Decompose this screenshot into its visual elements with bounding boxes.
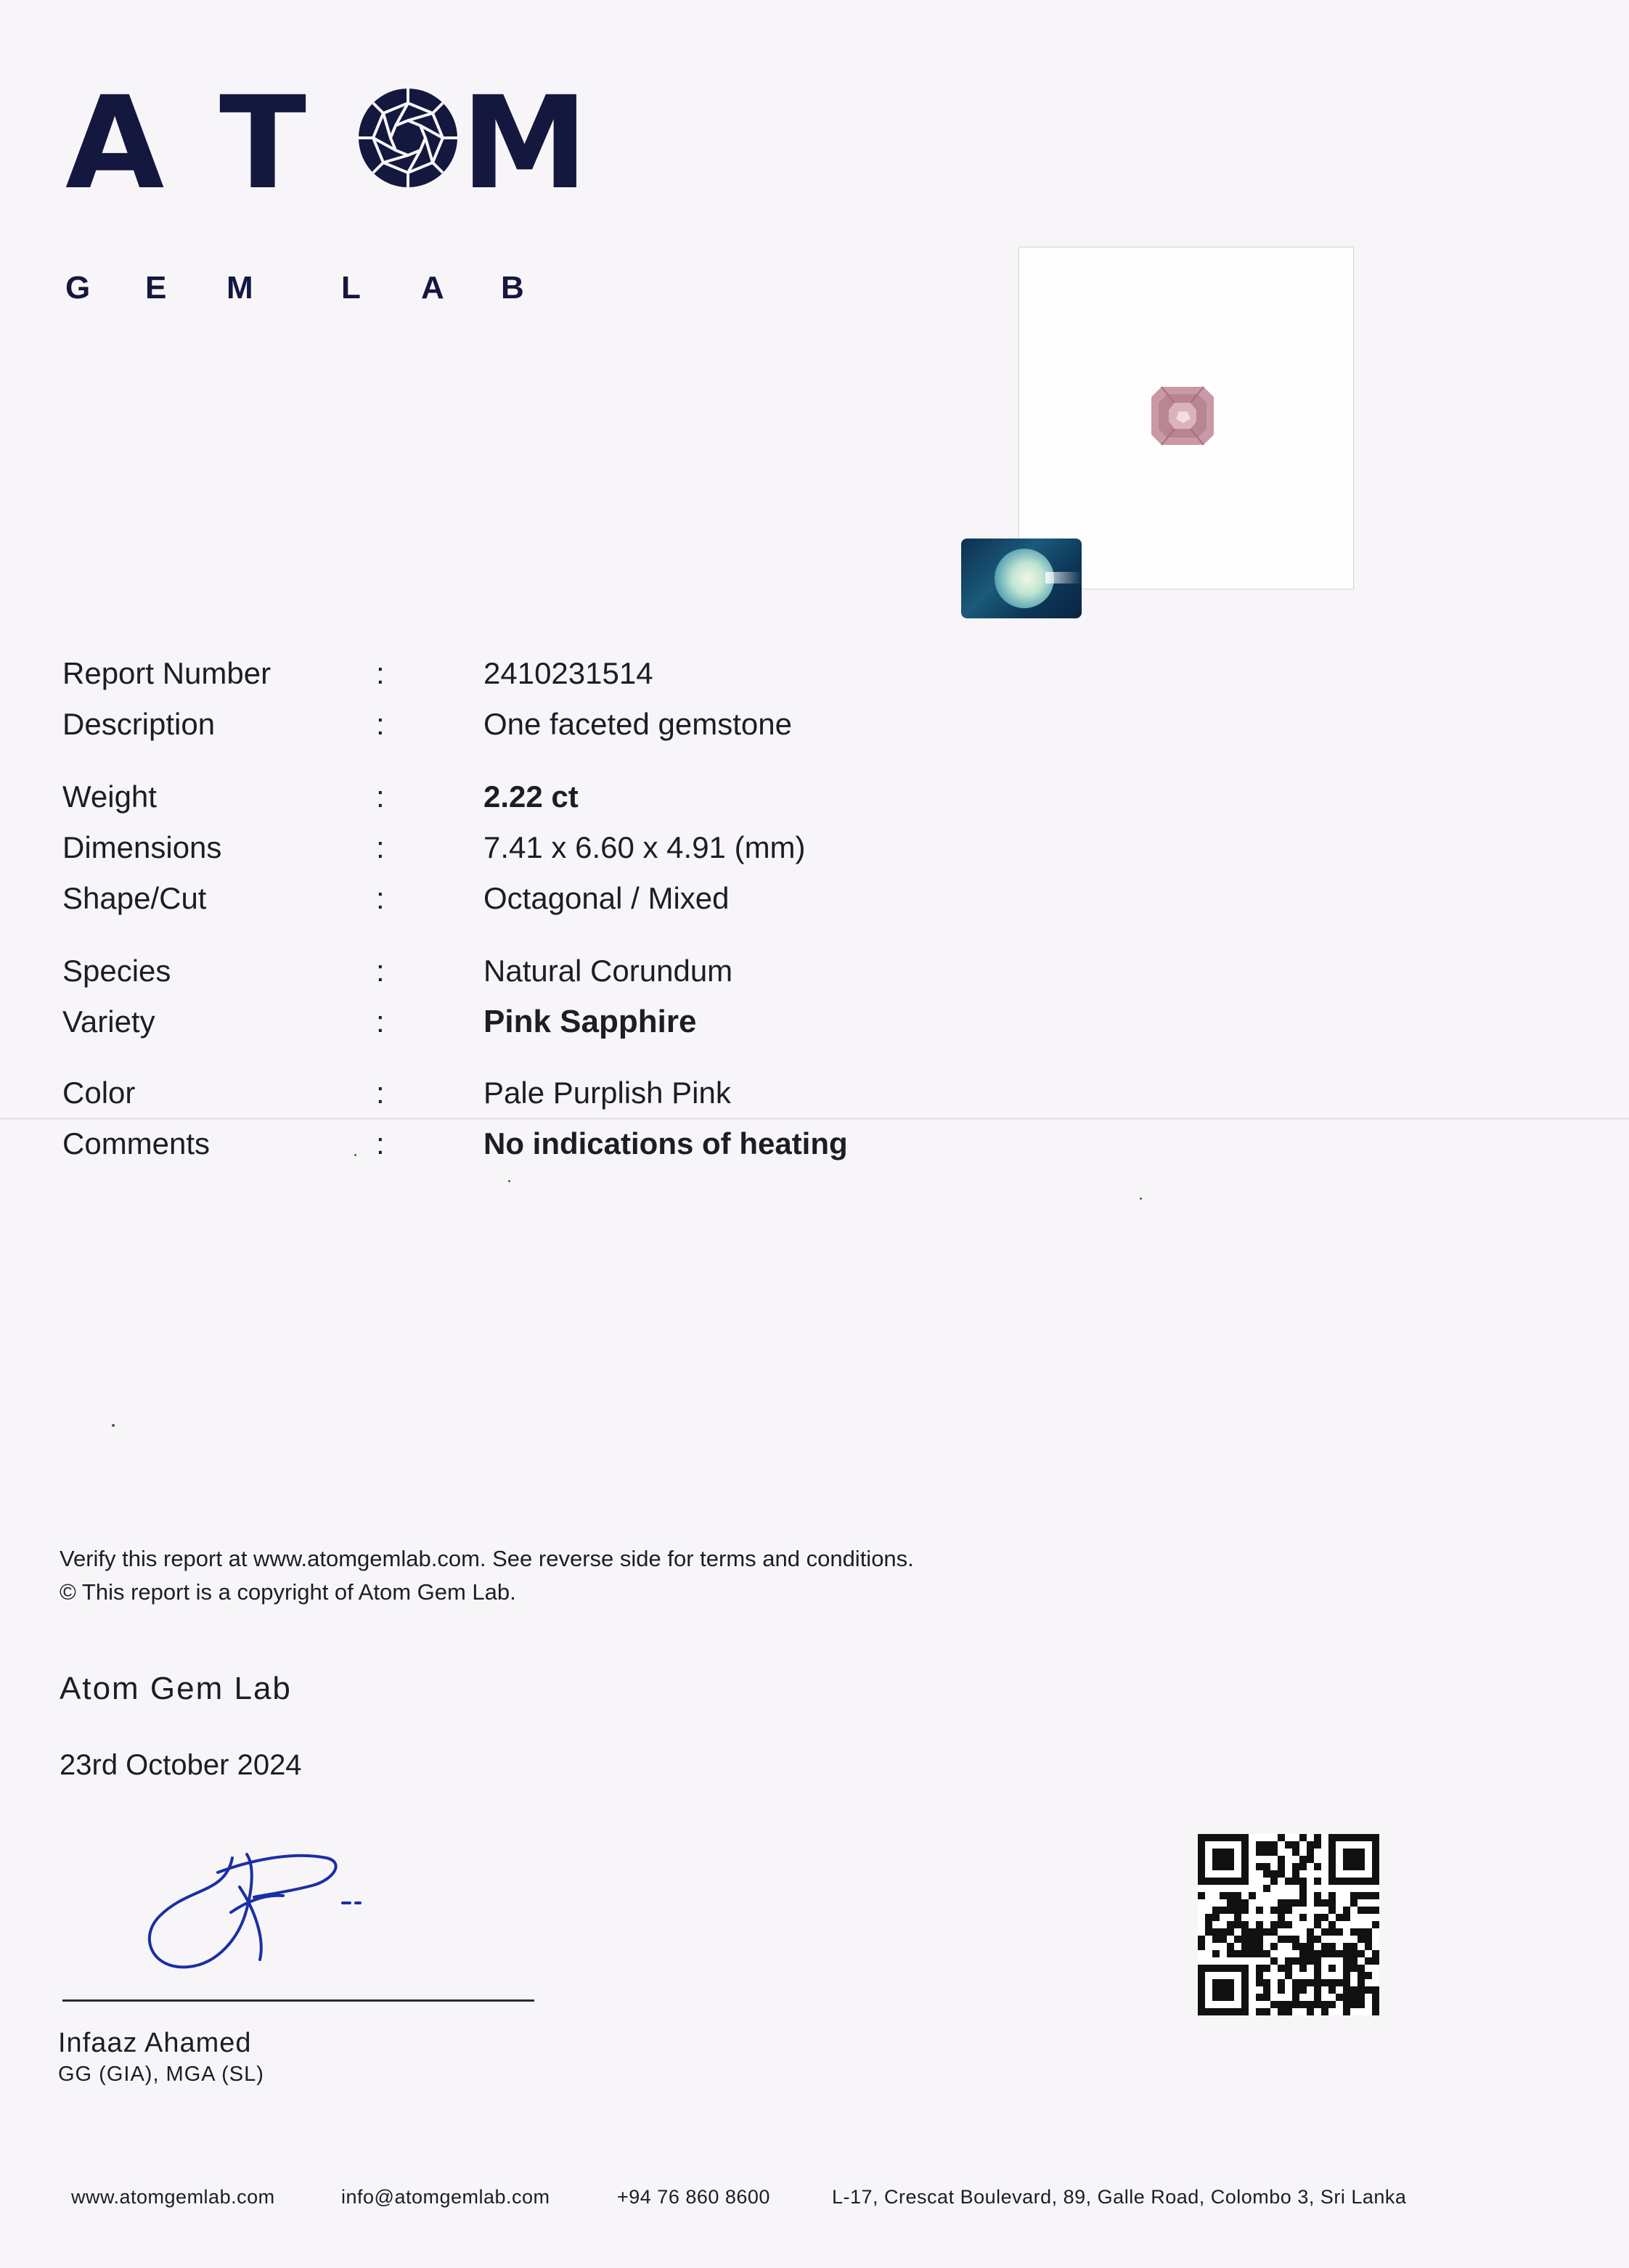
security-hologram — [961, 539, 1082, 618]
detail-label: Comments — [62, 1126, 211, 1160]
detail-separator: : — [376, 779, 385, 814]
detail-separator: : — [376, 1126, 385, 1160]
lab-name: Atom Gem Lab — [60, 1671, 292, 1706]
logo-sub-letter: E — [145, 270, 167, 306]
logo-letter-t: T — [219, 69, 307, 218]
detail-separator: : — [376, 1076, 385, 1110]
detail-value: One faceted gemstone — [483, 707, 792, 741]
pink-sapphire-image — [1150, 385, 1215, 446]
qr-code[interactable] — [1198, 1834, 1379, 2015]
detail-value: No indications of heating — [483, 1126, 848, 1160]
logo-sub-letter: B — [501, 270, 524, 306]
logo-letter-a: A — [65, 69, 165, 218]
paper-speck — [508, 1180, 510, 1182]
report-date: 23rd October 2024 — [60, 1749, 302, 1781]
detail-label: Dimensions — [62, 830, 222, 864]
detail-value: Octagonal / Mixed — [483, 881, 730, 915]
detail-label: Color — [62, 1076, 136, 1110]
detail-label: Shape/Cut — [62, 881, 207, 915]
detail-label: Variety — [62, 1004, 155, 1039]
paper-speck — [112, 1424, 115, 1427]
verify-line: Verify this report at www.atomgemlab.com. See reverse side for terms and conditions. — [60, 1546, 914, 1571]
atom-gem-lab-logo — [65, 69, 589, 306]
signer-name: Infaaz Ahamed — [58, 2028, 252, 2058]
paper-speck — [354, 1154, 356, 1156]
detail-value: 2410231514 — [483, 656, 653, 690]
paper-speck — [1140, 1198, 1142, 1200]
signer-credentials: GG (GIA), MGA (SL) — [58, 2063, 264, 2086]
footer-email-link[interactable]: info@atomgemlab.com — [341, 2186, 550, 2208]
logo-sub-letter: M — [226, 270, 253, 306]
detail-value: Pale Purplish Pink — [483, 1076, 731, 1110]
detail-value: 2.22 ct — [483, 779, 579, 814]
detail-label: Description — [62, 707, 216, 741]
logo-sub-letter: A — [421, 270, 444, 306]
detail-value: 7.41 x 6.60 x 4.91 (mm) — [483, 830, 806, 864]
detail-separator: : — [376, 1004, 385, 1039]
paper-fold-line — [0, 1118, 1629, 1120]
detail-separator: : — [376, 707, 385, 741]
copyright-line: © This report is a copyright of Atom Gem Lab. — [60, 1579, 516, 1605]
detail-label: Weight — [62, 779, 157, 814]
detail-separator: : — [376, 656, 385, 690]
detail-separator: : — [376, 830, 385, 864]
detail-label: Species — [62, 954, 171, 988]
detail-separator: : — [376, 954, 385, 988]
handwritten-signature — [138, 1843, 385, 1989]
verification-note — [60, 1542, 914, 1609]
footer-address: L-17, Crescat Boulevard, 89, Galle Road, Colombo 3, Sri Lanka — [832, 2186, 1407, 2208]
detail-label: Report Number — [62, 656, 272, 690]
footer-phone: +94 76 860 8600 — [617, 2186, 770, 2208]
detail-separator: : — [376, 881, 385, 915]
logo-sub-letter: G — [65, 270, 91, 306]
hologram-shine — [1045, 572, 1082, 584]
detail-value: Natural Corundum — [483, 954, 733, 988]
signature-line — [62, 1999, 534, 2002]
gem-icon — [357, 87, 459, 189]
detail-value: Pink Sapphire — [483, 1004, 697, 1039]
logo-sub-letter: L — [341, 270, 361, 306]
logo-letter-m: M — [461, 69, 589, 218]
footer-website-link[interactable]: www.atomgemlab.com — [71, 2186, 275, 2208]
